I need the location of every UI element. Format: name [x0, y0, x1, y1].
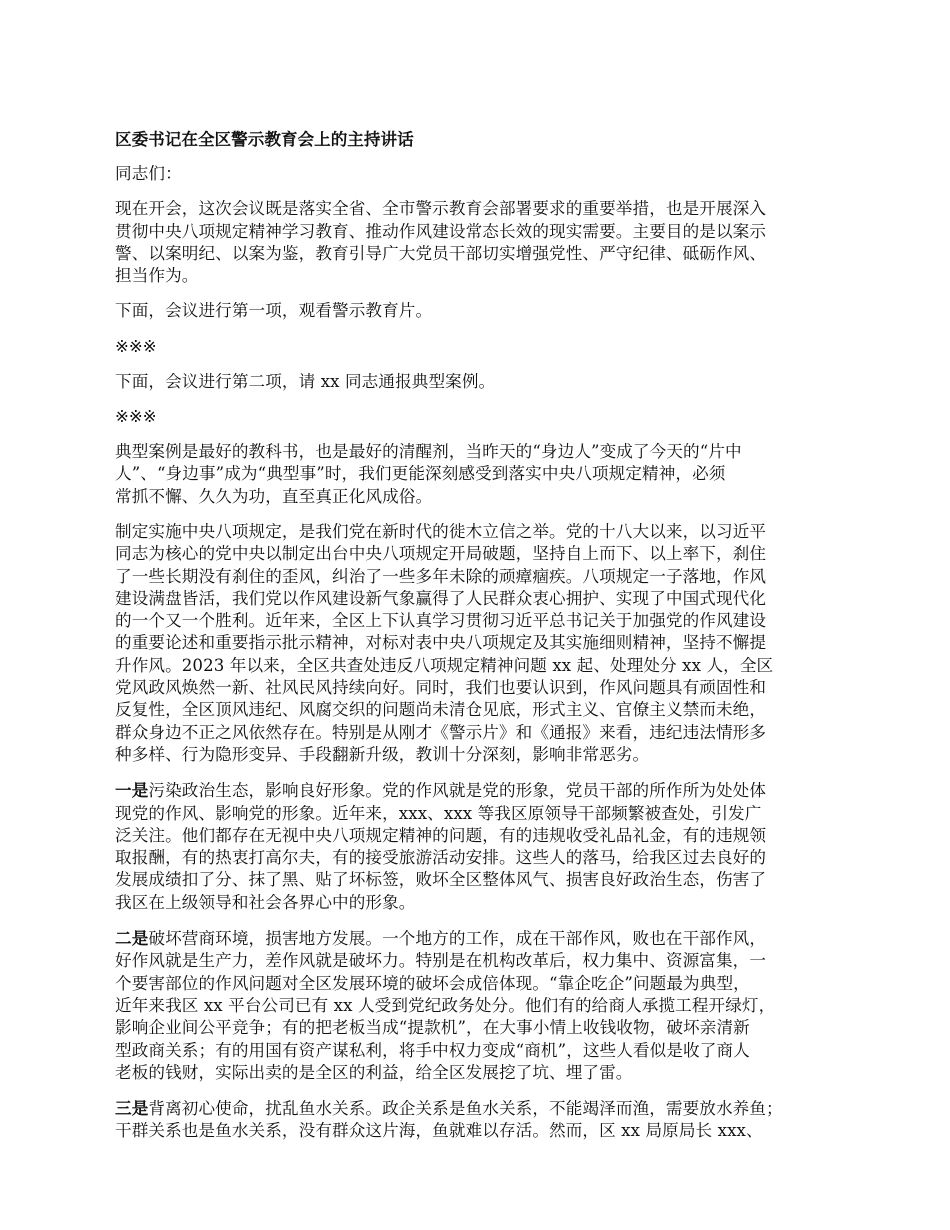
greeting-line: 同志们：: [115, 164, 182, 183]
text-line: 下面，会议进行第一项，观看警示教育片。: [115, 301, 433, 321]
document-page: [115, 128, 845, 1156]
text-line: 现在开会，这次会议既是落实全省、全市警示教育会部署要求的重要举措，也是开展深入: [115, 199, 767, 219]
paragraph-typical-cases: [115, 441, 845, 508]
text-line: 泛关注。他们都存在无视中央八项规定精神的问题，有的违规收受礼品礼金，有的违规领: [115, 825, 767, 845]
point-lead: 一是: [115, 780, 149, 801]
text-line: 好作风就是生产力，差作风就是破坏力。特别是在机构改革后，权力集中、资源富集，一: [115, 951, 767, 971]
text-line: 发展成绩扣了分、抹了黑、贴了坏标签，败坏全区整体风气、损害良好政治生态，伤害了: [115, 870, 767, 890]
document-title: 区委书记在全区警示教育会上的主持讲话: [115, 129, 414, 149]
text-line: 现党的作风、影响党的形象。近年来，xxx、xxx 等我区原领导干部频繁被查处，引发广: [115, 803, 762, 823]
paragraph-opening: [115, 198, 845, 287]
text-line: 影响企业间公平竞争；有的把老板当成“提款机”，在大事小情上收钱收物，破坏亲清新: [115, 1018, 750, 1038]
text-line: 我区在上级领导和社会各界心中的形象。: [115, 892, 416, 912]
paragraph-item-one: [115, 300, 845, 322]
text-line: 老板的钱财，实际出卖的是全区的利益，给全区发展挖了坑、埋了雷。: [115, 1062, 633, 1082]
text-line: 党风政风焕然一新、社风民风持续向好。同时，我们也要认识到，作风问题具有顽固性和: [115, 678, 767, 698]
paragraph-point-two: [115, 927, 845, 1084]
greeting: [115, 163, 845, 185]
text-line: [115, 779, 845, 802]
text-line: 人”、“身边事”成为“典型事”时，我们更能深刻感受到落实中央八项规定精神，必须: [115, 464, 726, 484]
text-line: 贯彻中央八项规定精神学习教育、推动作风建设常态长效的现实需要。主要目的是以案示: [115, 221, 767, 241]
text-line: 了一些长期没有刹住的歪风，纠治了一些多年未除的顽瘴痼疾。八项规定一子落地，作风: [115, 566, 767, 586]
text-line: 制定实施中央八项规定，是我们党在新时代的徙木立信之举。党的十八大以来，以习近平: [115, 521, 767, 541]
text-line: 型政商关系；有的用国有资产谋私利，将手中权力变成“商机”，这些人看似是收了商人: [115, 1040, 750, 1060]
point-text: 污染政治生态，影响良好形象。党的作风就是党的形象，党员干部的所作所为处处体: [148, 781, 767, 801]
paragraph-item-two: [115, 371, 845, 393]
text-line: 取报酬，有的热衷打高尔夫，有的接受旅游活动安排。这些人的落马，给我区过去良好的: [115, 848, 767, 868]
text-line: 下面，会议进行第二项，请 xx 同志通报典型案例。: [115, 371, 496, 391]
section-separator: ※※※: [115, 336, 157, 356]
text-line: 建设满盘皆活，我们党以作风建设新气象赢得了人民群众衷心拥护、实现了中国式现代化: [115, 588, 767, 608]
text-line: 同志为核心的党中央以制定出台中央八项规定开局破题，坚持自上而下、以上率下，刹住: [115, 544, 767, 564]
text-line: 常抓不懈、久久为功，直至真正化风成俗。: [115, 486, 433, 506]
text-line: 群众身边不正之风依然存在。特别是从刚才《警示片》和《通报》来看，违纪违法情形多: [115, 722, 767, 742]
text-line: 干群关系也是鱼水关系，没有群众这片海，鱼就难以存活。然而，区 xx 局原局长 xxx、: [115, 1121, 763, 1141]
text-line: 升作风。2023 年以来，全区共查处违反八项规定精神问题 xx 起、处理处分 xx 人，全区: [115, 655, 774, 675]
section-separator: ※※※: [115, 407, 157, 427]
text-line: 担当作为。: [115, 266, 199, 286]
text-line: 近年来我区 xx 平台公司已有 xx 人受到党纪政务处分。他们有的给商人承揽工程开绿灯，: [115, 995, 776, 1015]
text-line: 种多样、行为隐形变异、手段翻新升级，教训十分深刻，影响非常恶劣。: [115, 744, 650, 764]
paragraph-point-three: [115, 1097, 845, 1143]
text-line: 典型案例是最好的教科书，也是最好的清醒剂，当昨天的“身边人”变成了今天的“片中: [115, 442, 742, 462]
point-lead: 三是: [115, 1098, 149, 1119]
text-line: 的一个又一个胜利。近年来，全区上下认真学习贯彻习近平总书记关于加强党的作风建设: [115, 611, 767, 631]
point-lead: 二是: [115, 928, 149, 949]
text-line: 警、以案明纪、以案为鉴，教育引导广大党员干部切实增强党性、严守纪律、砥砺作风、: [115, 243, 767, 263]
text-line: [115, 1097, 845, 1120]
text-line: 反复性，全区顶风违纪、风腐交织的问题尚未清仓见底，形式主义、官僚主义禁而未绝，: [115, 700, 767, 720]
point-text: 背离初心使命，扰乱鱼水关系。政企关系是鱼水关系，不能竭泽而渔，需要放水养鱼；: [148, 1099, 783, 1119]
text-line: 的重要论述和重要指示批示精神，对标对表中央八项规定及其实施细则精神，坚持不懈提: [115, 633, 767, 653]
paragraph-point-one: [115, 779, 845, 914]
point-text: 破坏营商环境，损害地方发展。一个地方的工作，成在干部作风，败也在干部作风，: [148, 929, 767, 949]
text-line: 个要害部位的作风问题对全区发展环境的破坏会成倍体现。“靠企吃企”问题最为典型，: [115, 973, 750, 993]
paragraph-eight-rules: [115, 521, 845, 766]
text-line: [115, 927, 845, 950]
